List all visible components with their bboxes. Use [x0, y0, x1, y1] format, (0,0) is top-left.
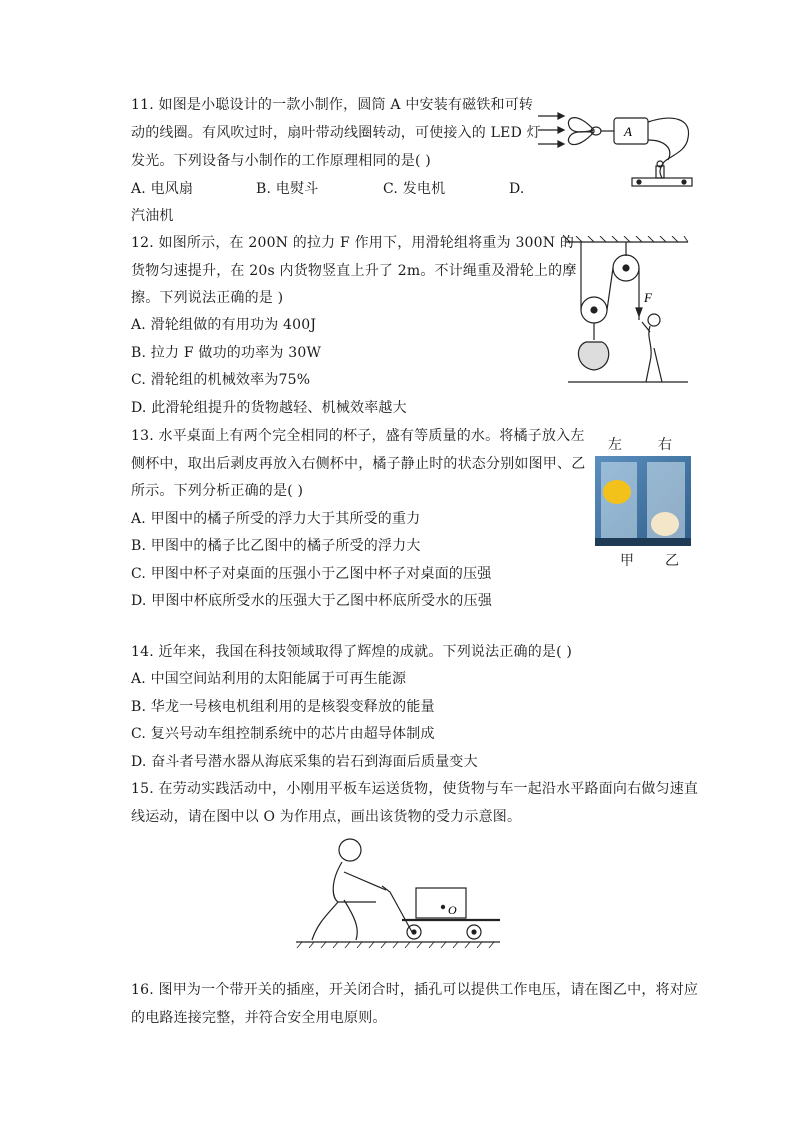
q12-line-2: 货物匀速提升，在 20s 内货物竖直上升了 2m。不计绳重及滑轮上的摩	[131, 263, 577, 279]
q11-line-2: 动的线圈。有风吹过时，扇叶带动线圈转动，可使接入的 LED 灯	[131, 125, 541, 141]
q12-option-d: D. 此滑轮组提升的货物越轻、机械效率越大	[131, 400, 407, 416]
q13-line-2: 侧杯中，取出后剥皮再放入右侧杯中，橘子静止时的状态分别如图甲、乙	[131, 456, 586, 472]
q15-line-2: 线运动，请在图中以 O 为作用点，画出该货物的受力示意图。	[131, 809, 522, 825]
person-head	[339, 839, 361, 861]
q12-option-a: A. 滑轮组做的有用功为 400J	[131, 317, 317, 333]
q13-option-b: B. 甲图中的橘子比乙图中的橘子所受的浮力大	[131, 538, 421, 554]
q14-option-d: D. 奋斗者号潜水器从海底采集的岩石到海面后质量变大	[131, 754, 478, 770]
orange-whole	[603, 480, 631, 504]
q14-option-b: B. 华龙一号核电机组利用的是核裂变释放的能量	[131, 699, 435, 715]
q11-line-3: 发光。下列设备与小制作的工作原理相同的是( )	[131, 153, 431, 169]
q12-option-c: C. 滑轮组的机械效率为75%	[131, 372, 311, 388]
q12-line-3: 擦。下列说法正确的是 )	[131, 290, 284, 306]
q14-option-c: C. 复兴号动车组控制系统中的芯片由超导体制成	[131, 726, 435, 742]
q13-option-c: C. 甲图中杯子对桌面的压强小于乙图中杯子对桌面的压强	[131, 566, 492, 582]
right-label: 右	[658, 437, 672, 453]
q11-line-1: 11. 如图是小聪设计的一款小制作，圆筒 A 中安装有磁铁和可转	[131, 97, 534, 113]
q13-line-1: 13. 水平桌面上有两个完全相同的杯子，盛有等质量的水。将橘子放入左	[131, 428, 585, 444]
q11-option-d-text: 汽油机	[131, 208, 174, 224]
q11-option-d: D.	[509, 181, 525, 197]
cups-photo	[595, 456, 691, 546]
left-label: 左	[608, 437, 622, 453]
q12-option-b: B. 拉力 F 做功的功率为 30W	[131, 345, 322, 361]
q12-line-1: 12. 如图所示，在 200N 的拉力 F 作用下，用滑轮组将重为 300N 的	[131, 235, 575, 251]
fan-generator-figure	[536, 100, 696, 196]
q11-option-c: C. 发电机	[383, 181, 446, 197]
fan-blade-bottom	[568, 132, 594, 145]
pulley-figure	[564, 236, 692, 392]
q11-option-a: A. 电风扇	[131, 181, 194, 197]
q13-line-3: 所示。下列分析正确的是( )	[131, 483, 304, 499]
goods-box	[416, 888, 466, 918]
force-label: F	[644, 290, 652, 305]
q16-line-2: 的电路连接完整，并符合安全用电原则。	[131, 1010, 387, 1026]
point-o-label: O	[448, 903, 457, 917]
q15-line-1: 15. 在劳动实践活动中，小刚用平板车运送货物，使货物与车一起沿水平路面向右做匀速直	[131, 781, 699, 797]
q14-line-1: 14. 近年来，我国在科技领域取得了辉煌的成就。下列说法正确的是( )	[131, 644, 573, 660]
jia-label: 甲	[620, 553, 634, 569]
q13-option-d: D. 甲图中杯底所受水的压强大于乙图中杯底所受水的压强	[131, 593, 493, 609]
fan-blade-top	[568, 118, 594, 132]
orange-peeled	[651, 512, 679, 536]
cart-figure	[294, 832, 506, 952]
yi-label: 乙	[665, 553, 679, 569]
q11-option-b: B. 电熨斗	[256, 181, 319, 197]
q13-option-a: A. 甲图中的橘子所受的浮力大于其所受的重力	[131, 511, 421, 527]
q16-line-1: 16. 图甲为一个带开关的插座，开关闭合时，插孔可以提供工作电压，请在图乙中，将对应	[131, 982, 699, 998]
goods-bag	[578, 342, 608, 370]
q14-option-a: A. 中国空间站利用的太阳能属于可再生能源	[131, 671, 407, 687]
cylinder-label: A	[624, 124, 632, 139]
point-o	[441, 905, 445, 909]
